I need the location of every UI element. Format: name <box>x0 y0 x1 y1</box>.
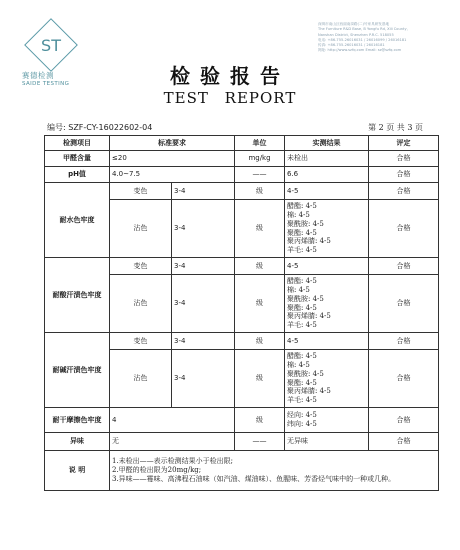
result-line: 聚酯: 4-5 <box>287 378 317 387</box>
result-list <box>285 200 369 258</box>
unit-value: —— <box>235 433 285 451</box>
result-value: 4-5 <box>285 333 369 350</box>
result-line: 羊毛: 4-5 <box>287 320 317 329</box>
notes-row <box>45 451 439 491</box>
result-line: 经向: 4-5 <box>287 411 317 420</box>
standard-value: ≤20 <box>110 151 235 167</box>
result-value: 未检出 <box>285 151 369 167</box>
verdict-value: 合格 <box>369 408 439 433</box>
standard-value: 3-4 <box>172 200 235 258</box>
address-line: Nanshan District, Shenzhen P.R.C. 518055 <box>318 32 394 37</box>
table-header-row <box>45 136 439 151</box>
header-standard: 标准要求 <box>110 136 235 151</box>
verdict-value: 合格 <box>369 350 439 408</box>
result-line: 聚酰胺: 4-5 <box>287 294 324 303</box>
result-list <box>285 408 369 433</box>
notes-label: 说 明 <box>45 451 110 491</box>
item-name: 耐水色牢度 <box>45 183 110 258</box>
verdict-value: 合格 <box>369 258 439 275</box>
report-title-cn: 检验报告 <box>170 64 290 88</box>
logo-cn-name: 赛德检测 <box>22 71 54 80</box>
logo-mark-text: ST <box>41 35 61 55</box>
unit-value: 级 <box>235 333 285 350</box>
result-value: 4-5 <box>285 258 369 275</box>
result-line: 棉: 4-5 <box>287 361 310 370</box>
standard-value: 3-4 <box>172 183 235 200</box>
unit-value: —— <box>235 167 285 183</box>
result-line: 醋酯: 4-5 <box>287 202 317 211</box>
item-name: 甲醛含量 <box>45 151 110 167</box>
header-unit: 单位 <box>235 136 285 151</box>
standard-value: 3-4 <box>172 275 235 333</box>
notes-content <box>110 451 439 491</box>
table-row <box>45 333 439 350</box>
address-line: 深圳市南山区西丽南岗路(二)号家具研发基地 <box>318 22 390 26</box>
unit-value: 级 <box>235 200 285 258</box>
result-line: 羊毛: 4-5 <box>287 245 317 254</box>
verdict-value: 合格 <box>369 275 439 333</box>
unit-value: 级 <box>235 183 285 200</box>
table-row <box>45 258 439 275</box>
table-row <box>45 151 439 167</box>
result-line: 棉: 4-5 <box>287 211 310 220</box>
item-name: 耐酸汗渍色牢度 <box>45 258 110 333</box>
standard-value: 3-4 <box>172 258 235 275</box>
sub-item: 变色 <box>110 333 172 350</box>
table-row <box>45 408 439 433</box>
result-value: 无异味 <box>285 433 369 451</box>
standard-value: 3-4 <box>172 350 235 408</box>
sub-item: 变色 <box>110 258 172 275</box>
result-list <box>285 275 369 333</box>
verdict-value: 合格 <box>369 433 439 451</box>
header-verdict: 评定 <box>369 136 439 151</box>
company-address <box>318 22 448 54</box>
unit-value: mg/kg <box>235 151 285 167</box>
results-table <box>44 135 439 491</box>
address-line: The Furniture R&D Base, B Yongfu Rd, Xili County, <box>318 27 408 32</box>
result-line: 聚酰胺: 4-5 <box>287 219 324 228</box>
verdict-value: 合格 <box>369 200 439 258</box>
item-name: 耐干摩擦色牢度 <box>45 408 110 433</box>
result-value: 6.6 <box>285 167 369 183</box>
result-line: 羊毛: 4-5 <box>287 395 317 404</box>
verdict-value: 合格 <box>369 151 439 167</box>
standard-value: 4 <box>110 408 235 433</box>
unit-value: 级 <box>235 350 285 408</box>
verdict-value: 合格 <box>369 167 439 183</box>
table-row <box>45 433 439 451</box>
result-line: 醋酯: 4-5 <box>287 277 317 286</box>
report-title-en: TEST REPORT <box>163 89 297 107</box>
table-row <box>45 183 439 200</box>
unit-value: 级 <box>235 258 285 275</box>
result-line: 纬向: 4-5 <box>287 420 317 428</box>
result-line: 聚酯: 4-5 <box>287 228 317 237</box>
report-number: 编号: SZF-CY-16022602-04 <box>47 123 153 132</box>
header-item: 检测项目 <box>45 136 110 151</box>
item-name: pH值 <box>45 167 110 183</box>
item-name: 耐碱汗渍色牢度 <box>45 333 110 408</box>
note-line: 2.甲醛的检出限为20mg/kg; <box>112 466 202 475</box>
result-line: 聚酯: 4-5 <box>287 303 317 312</box>
logo-en-name: SAIDE TESTING <box>22 81 70 87</box>
address-line: 传真: +86-755-26016031 / 26016181 <box>318 43 385 48</box>
result-value: 4-5 <box>285 183 369 200</box>
sub-item: 沾色 <box>110 200 172 258</box>
standard-value: 4.0~7.5 <box>110 167 235 183</box>
standard-value: 3-4 <box>172 333 235 350</box>
unit-value: 级 <box>235 408 285 433</box>
result-line: 聚酰胺: 4-5 <box>287 369 324 378</box>
verdict-value: 合格 <box>369 333 439 350</box>
address-line: 网址: http://www.szfq.com Email: sz@szfq.com <box>318 48 402 53</box>
header-result: 实测结果 <box>285 136 369 151</box>
result-line: 醋酯: 4-5 <box>287 352 317 361</box>
page-indicator: 第 2 页 共 3 页 <box>368 123 423 132</box>
standard-value: 无 <box>110 433 235 451</box>
sub-item: 沾色 <box>110 275 172 333</box>
result-line: 聚丙烯腈: 4-5 <box>287 237 331 246</box>
table-row <box>45 167 439 183</box>
address-line: 电话: +86-755-26016031 / 26016099 / 26016181 <box>318 37 407 42</box>
note-line: 1.未检出——表示检测结果小于检出限; <box>112 457 234 466</box>
result-line: 聚丙烯腈: 4-5 <box>287 312 331 321</box>
result-list <box>285 350 369 408</box>
sub-item: 沾色 <box>110 350 172 408</box>
result-line: 棉: 4-5 <box>287 286 310 295</box>
item-name: 异味 <box>45 433 110 451</box>
sub-item: 变色 <box>110 183 172 200</box>
verdict-value: 合格 <box>369 183 439 200</box>
note-line: 3.异味——霉味、高沸程石油味（如汽油、煤油味）、鱼腥味、芳香烃气味中的一种或几种。 <box>112 474 396 483</box>
result-line: 聚丙烯腈: 4-5 <box>287 387 331 396</box>
unit-value: 级 <box>235 275 285 333</box>
